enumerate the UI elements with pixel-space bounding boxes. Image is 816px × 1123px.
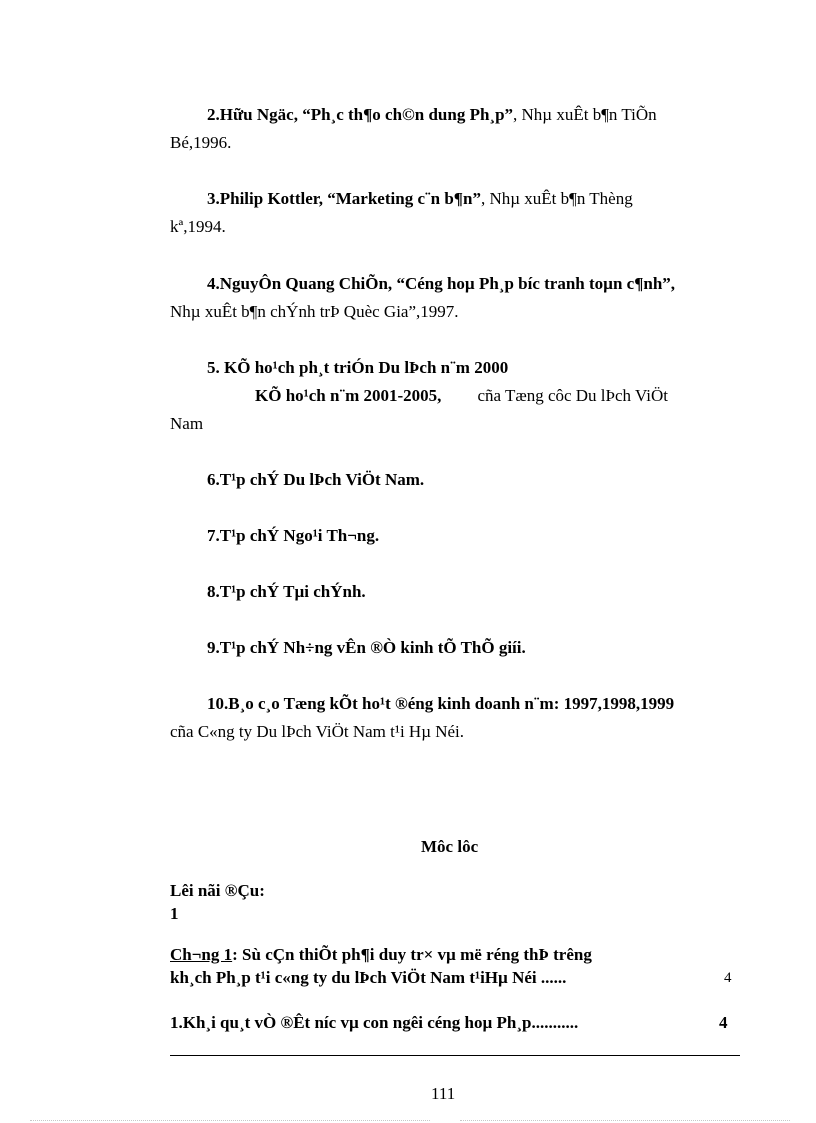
reference-7: 7.T¹p chÝ Ngo¹i Th¬ng. bbox=[207, 526, 380, 545]
ref-publisher: , Nhµ xuÊt b¶n TiÕn bbox=[513, 105, 657, 124]
footer-rule bbox=[170, 1055, 740, 1056]
toc-preface-label: Lêi nãi ®Çu: bbox=[170, 881, 265, 900]
ref-author: Hữu Ngäc, bbox=[219, 105, 303, 124]
reference-3 bbox=[207, 188, 633, 210]
ref-agency: cña Tæng côc Du lÞch ViÖt bbox=[477, 386, 668, 405]
reference-2 bbox=[207, 104, 657, 126]
reference-3-line2: kª,1994. bbox=[170, 217, 226, 236]
reference-6: 6.T¹p chÝ Du lÞch ViÖt Nam. bbox=[207, 470, 425, 489]
reference-8: 8.T¹p chÝ Tµi chÝnh. bbox=[207, 582, 366, 601]
reference-10-line2: cña C«ng ty Du lÞch ViÖt Nam t¹i Hµ Néi. bbox=[170, 722, 465, 741]
reference-2-line2: Bé,1996. bbox=[170, 133, 232, 152]
toc-chapter-title: : Sù cÇn thiÕt ph¶i duy tr× vµ më réng thÞ trêng bbox=[232, 945, 592, 964]
reference-4 bbox=[207, 273, 675, 295]
reference-10: 10.B¸o c¸o Tæng kÕt ho¹t ®éng kinh doanh n¨m: 1997,1998,1999 bbox=[207, 694, 675, 713]
toc-heading: Môc lôc bbox=[421, 837, 479, 856]
ref-author: Philip Kottler, bbox=[219, 189, 328, 208]
bottom-dotted-border-right bbox=[460, 1120, 790, 1121]
page-number: 111 bbox=[431, 1084, 456, 1103]
reference-5-line3: Nam bbox=[170, 414, 204, 433]
ref-plan: KÕ ho¹ch n¨m 2001-2005, bbox=[255, 386, 442, 405]
toc-preface-page: 1 bbox=[170, 904, 179, 923]
toc-chapter-1-line2: kh¸ch Ph¸p t¹i c«ng ty du lÞch ViÖt Nam t¹iHµ Néi ...... bbox=[170, 968, 567, 987]
ref-title: “Marketing c¨n b¶n” bbox=[327, 189, 481, 208]
toc-chapter-page: 4 bbox=[724, 970, 732, 986]
toc-section-page: 4 bbox=[719, 1013, 728, 1032]
toc-chapter-label: Ch¬ng 1 bbox=[170, 945, 233, 964]
reference-5: 5. KÕ ho¹ch ph¸t triÓn Du lÞch n¨m 2000 bbox=[207, 358, 509, 377]
ref-title: “Ph¸c th¶o ch©n dung Ph¸p” bbox=[302, 105, 514, 124]
reference-5-line2 bbox=[255, 385, 668, 407]
ref-author: NguyÔn Quang ChiÕn, bbox=[219, 274, 397, 293]
ref-title: “Céng hoµ Ph¸p bíc tranh toµn c¶nh”, bbox=[396, 274, 676, 293]
ref-number: 3. bbox=[207, 189, 220, 208]
ref-number: 4. bbox=[207, 274, 220, 293]
bottom-dotted-border-left bbox=[30, 1120, 430, 1121]
ref-number: 2. bbox=[207, 105, 220, 124]
toc-section-1: 1.Kh¸i qu¸t vÒ ®Êt níc vµ con ngêi céng hoµ Ph¸p........... bbox=[170, 1013, 579, 1032]
toc-chapter-1 bbox=[170, 944, 592, 966]
ref-publisher: , Nhµ xuÊt b¶n Thèng bbox=[480, 189, 633, 208]
reference-9: 9.T¹p chÝ Nh÷ng vÊn ®Ò kinh tÕ ThÕ giíi. bbox=[207, 638, 526, 657]
reference-4-line2: Nhµ xuÊt b¶n chÝnh trÞ Quèc Gia”,1997. bbox=[170, 302, 459, 321]
